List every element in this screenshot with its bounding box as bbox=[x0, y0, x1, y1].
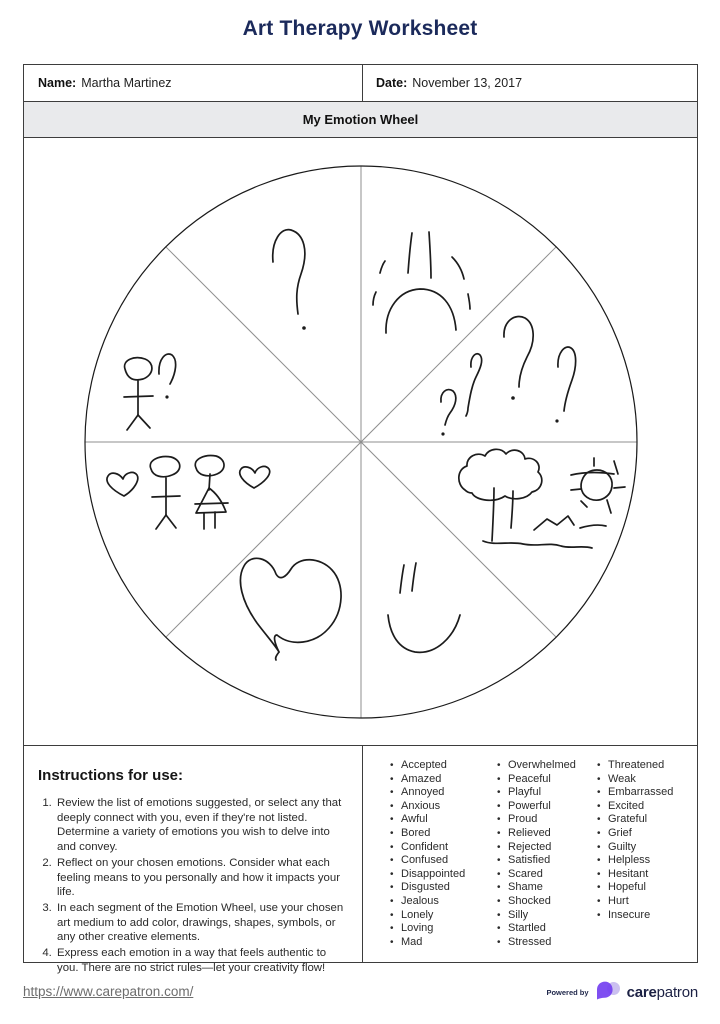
emotion-item: • Hesitant bbox=[596, 868, 696, 882]
instructions-heading: Instructions for use: bbox=[38, 767, 184, 784]
wheel-divider-lines bbox=[85, 166, 637, 718]
page-title: Art Therapy Worksheet bbox=[242, 17, 478, 40]
instruction-step: 1. Review the list of emotions suggested, or select any that deeply connect with you, even if they're not listed. Determine a variety of emotions you wish to delve into and convey. bbox=[55, 796, 350, 855]
name-cell bbox=[24, 65, 363, 101]
carepatron-logo-icon bbox=[595, 980, 621, 1004]
date-value: November 13, 2017 bbox=[412, 76, 523, 90]
date-label: Date: bbox=[376, 76, 408, 90]
sketch-large-question-mark bbox=[273, 230, 306, 330]
emotion-column-1 bbox=[389, 759, 496, 963]
emotion-column-3 bbox=[596, 759, 696, 963]
emotion-item: • Proud bbox=[496, 813, 596, 827]
instruction-step: 3. In each segment of the Emotion Wheel, use your chosen art medium to add color, drawings, shapes, symbols, or any other creative elements. bbox=[55, 901, 350, 945]
emotion-item: • Awful bbox=[389, 813, 496, 827]
name-label: Name: bbox=[38, 76, 77, 90]
emotion-item: • Peaceful bbox=[496, 773, 596, 787]
emotion-item: • Rejected bbox=[496, 841, 596, 855]
sketch-smiling-face bbox=[388, 563, 460, 652]
emotion-item: • Hopeful bbox=[596, 881, 696, 895]
emotion-item: • Powerful bbox=[496, 800, 596, 814]
brand-regular-part: patron bbox=[656, 983, 698, 1001]
emotion-item: • Excited bbox=[596, 800, 696, 814]
emotion-item: • Satisfied bbox=[496, 854, 596, 868]
carepatron-wordmark bbox=[627, 984, 698, 1001]
bottom-row bbox=[24, 745, 697, 974]
emotion-wheel-drawing bbox=[24, 138, 699, 745]
emotion-item: • Weak bbox=[596, 773, 696, 787]
name-value: Martha Martinez bbox=[81, 76, 172, 90]
sketch-couple-with-hearts bbox=[107, 456, 270, 529]
emotion-item: • Silly bbox=[496, 909, 596, 923]
emotion-item: • Anxious bbox=[389, 800, 496, 814]
sketch-large-heart bbox=[240, 558, 341, 660]
emotion-item: • Accepted bbox=[389, 759, 496, 773]
emotion-item: • Startled bbox=[496, 922, 596, 936]
instruction-step: 4. Express each emotion in a way that feels authentic to you. There are no strict rules—let your creativity flow! bbox=[55, 946, 350, 975]
brand-bold-part: care bbox=[626, 983, 657, 1001]
emotion-item: • Insecure bbox=[596, 909, 696, 923]
instruction-step: 2. Reflect on your chosen emotions. Consider what each feeling means to you personally and how it impacts your life. bbox=[55, 856, 350, 900]
emotion-item: • Hurt bbox=[596, 895, 696, 909]
sketch-stick-figure-question bbox=[124, 354, 176, 430]
instructions-cell bbox=[24, 746, 363, 974]
emotion-item: • Overwhelmed bbox=[496, 759, 596, 773]
emotion-item: • Helpless bbox=[596, 854, 696, 868]
emotion-item: • Scared bbox=[496, 868, 596, 882]
sketch-nature-scene bbox=[459, 449, 625, 548]
emotion-wheel-area bbox=[24, 138, 697, 745]
emotion-item: • Lonely bbox=[389, 909, 496, 923]
emotion-item: • Grief bbox=[596, 827, 696, 841]
emotion-item: • Confused bbox=[389, 854, 496, 868]
powered-by-badge bbox=[546, 980, 698, 1004]
emotion-item: • Playful bbox=[496, 786, 596, 800]
sketch-sad-face bbox=[373, 232, 470, 333]
emotion-item: • Guilty bbox=[596, 841, 696, 855]
emotion-item: • Stressed bbox=[496, 936, 596, 950]
emotion-item: • Grateful bbox=[596, 813, 696, 827]
emotion-item: • Embarrassed bbox=[596, 786, 696, 800]
emotion-item: • Disgusted bbox=[389, 881, 496, 895]
emotion-item: • Jealous bbox=[389, 895, 496, 909]
powered-by-label: Powered by bbox=[546, 987, 589, 997]
emotion-item: • Shame bbox=[496, 881, 596, 895]
emotion-item: • Loving bbox=[389, 922, 496, 936]
emotion-item: • Amazed bbox=[389, 773, 496, 787]
emotion-item: • Bored bbox=[389, 827, 496, 841]
emotion-item: • Confident bbox=[389, 841, 496, 855]
emotion-item: • Threatened bbox=[596, 759, 696, 773]
date-cell bbox=[363, 65, 697, 101]
carepatron-link[interactable]: https://www.carepatron.com/ bbox=[23, 984, 194, 999]
emotion-item: • Mad bbox=[389, 936, 496, 950]
emotion-item: • Disappointed bbox=[389, 868, 496, 882]
worksheet-table bbox=[23, 64, 698, 974]
section-title: My Emotion Wheel bbox=[302, 112, 419, 127]
emotion-item: • Relieved bbox=[496, 827, 596, 841]
emotion-column-2 bbox=[496, 759, 596, 963]
emotion-item: • Annoyed bbox=[389, 786, 496, 800]
name-date-row bbox=[24, 65, 697, 102]
emotions-cell bbox=[363, 746, 697, 963]
emotion-item: • Shocked bbox=[496, 895, 596, 909]
section-header bbox=[24, 102, 697, 138]
instructions-list bbox=[55, 796, 350, 975]
sketch-question-marks bbox=[441, 317, 576, 436]
